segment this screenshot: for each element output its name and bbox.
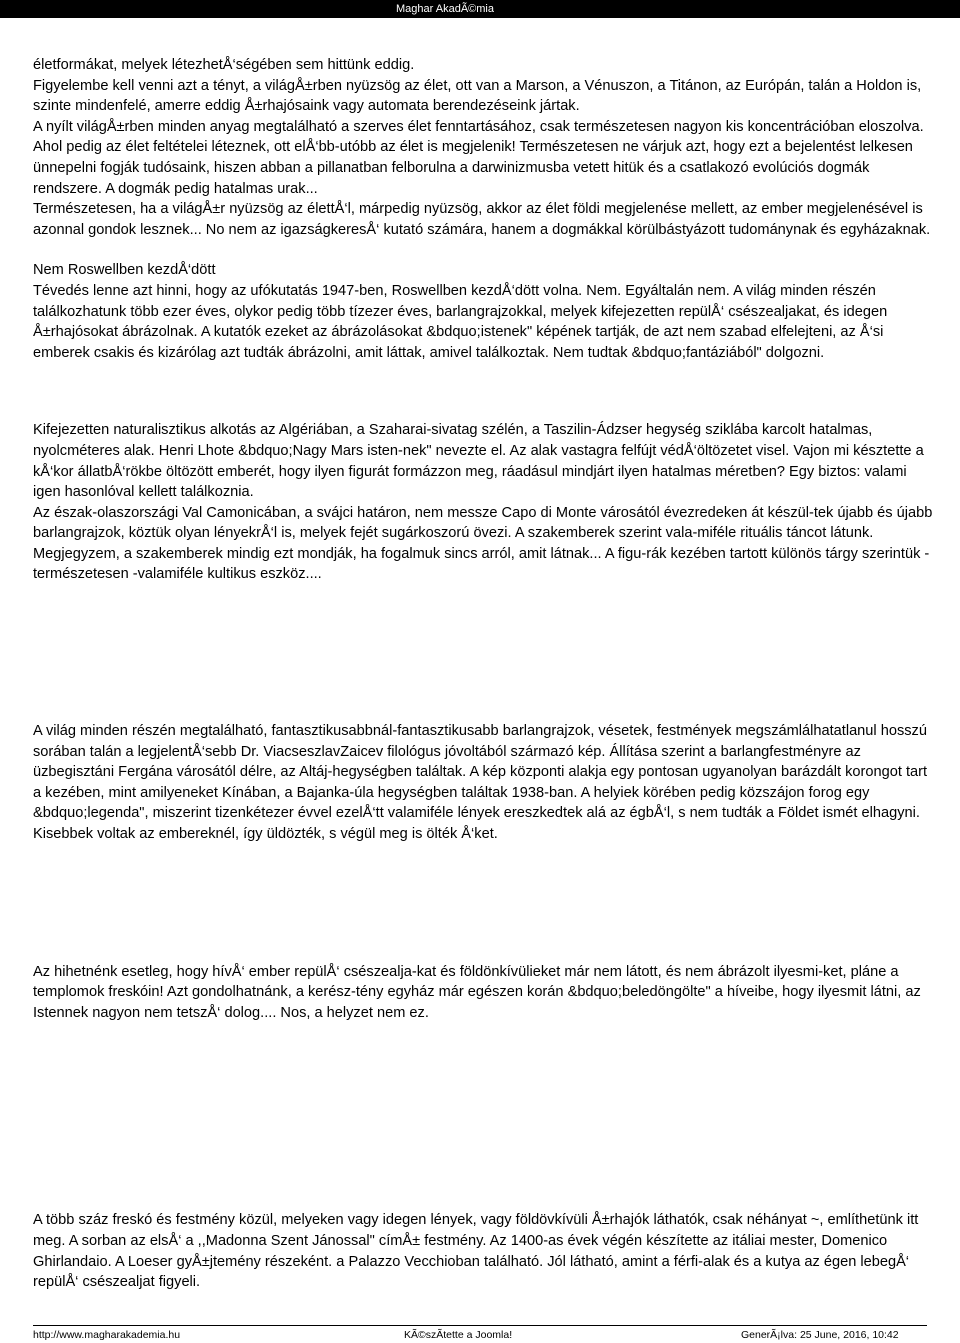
- paragraph: Természetesen, ha a világÅ±r nyüzsög az élettÅ‘l, márpedig nyüzsög, akkor az élet földi megjelenése mellett, az ember megjelenésével is azonnal gondok lesznek... No nem az igazságkeresÅ‘ kutató számára, hanem a dogmákkal körülbástyázott tudománynak és egyházaknak.: [33, 201, 931, 238]
- page-footer: [0, 1325, 960, 1341]
- paragraph: életformákat, melyek létezhetÅ‘ségében sem hittünk eddig.: [33, 57, 415, 73]
- spacer: [33, 845, 933, 962]
- article-body: [33, 55, 933, 1293]
- paragraph: A több száz freskó és festmény közül, melyeken vagy idegen lények, vagy földövkívüli Å±rhajók láthatók, csak néhányat ~, említhetünk itt meg. A sorban az elsÅ‘ a ,,Madonna Szent Jánossal" címÅ± festmény. Az 1400-as évek végén készítette az itáliai mester, Domenico Ghirlandaio. A Loeser gyÅ±jtemény részeként. a Palazzo Vecchioban található. Jól látható, amint a férfi-alak és a kutya az égen lebegÅ‘ repülÅ‘ csészealjat figyeli.: [33, 1212, 919, 1291]
- footer-credit: KÃ©szÃtette a Joomla!: [404, 1329, 513, 1341]
- spacer: [33, 585, 933, 721]
- page-header: [0, 0, 960, 18]
- paragraph: A világ minden részén megtalálható, fantasztikusabbnál-fantasztikusabb barlangrajzok, vésetek, festmények megszámlálhatatlanul hosszú sorában talán a legjelentÅ‘sebb Dr. ViacseszlavZaicev filológus jóvoltából származó kép. Állítása szerint a barlangfestményre az üzbegisztáni Fergána városától délre, az Altáj-hegységben találtak. A kép központi alakja egy pontosan ugyanolyan barázdált korongot tart a kezében, mint amilyeneket Kínában, a Bajanka-úla hegységben találtak 1938-ban. A helyiek körében pedig közszájon forog egy &bdquo;legenda", miszerint tizenkétezer évvel ezelÅ‘tt valamiféle lények ereszkedtek alá az égbÅ‘l, s nem tudták a Földet ismét elhagyni. Kisebbek voltak az embereknél, így üldözték, s végül meg is ölték Å‘ket.: [33, 723, 928, 843]
- site-name: Maghar AkadÃ©mia: [396, 3, 494, 15]
- footer-generated-date: GenerÃ¡lva: 25 June, 2016, 10:42: [741, 1329, 899, 1341]
- spacer: [33, 363, 933, 420]
- footer-url[interactable]: http://www.magharakademia.hu: [33, 1329, 181, 1341]
- paragraph: Kifejezetten naturalisztikus alkotás az Algériában, a Szaharai-sivatag szélén, a Taszilin-Ádzser hegység sziklába karcolt hatalmas, nyolcméteres alak. Henri Lhote &bdquo;Nagy Mars isten-nek" nevezte el. Az alak vastagra felfújt védÅ‘öltözetet visel. Vajon mi késztette a kÅ‘kor állatbÅ‘rökbe öltözött emberét, hogy ilyen figurát formázzon meg, ráadásul mindjárt ilyen hatalmas méretben? Egy biztos: valami igen hasonlóval kellett találkoznia.: [33, 422, 924, 501]
- paragraph: Az észak-olaszországi Val Camonicában, a svájci határon, nem messze Capo di Monte városától évezredeken át készül-tek újabb és újabb barlangrajzok, köztük olyan lényekrÅ‘l is, melyek fejét sugárkoszorú övezi. A szakemberek szerint vala-miféle rituális táncot látunk. Megjegyzem, a szakemberek mindig ezt mondják, ha fogalmuk sincs arról, amit látnak... A figu-rák kezében tartott különös tárgy szerintük - természetesen -valamiféle kultikus eszköz....: [33, 504, 933, 583]
- paragraph: Figyelembe kell venni azt a tényt, a világÅ±rben nyüzsög az élet, ott van a Marson, a Vénuszon, a Titánon, az Európán, talán a Holdon is, szinte mindenfelé, amerre eddig Å±rhajósaink vagy automata berendezéseink jártak.: [33, 77, 922, 115]
- section-heading: Nem Roswellben kezdÅ‘dött: [33, 262, 216, 279]
- paragraph: Ahol pedig az élet feltételei léteznek, ott elÅ‘bb-utóbb az élet is megjelenik! Természetesen ne várjuk azt, hogy ezt a bejelentést lelkesen ünnepelni fogják tudósaink, hiszen abban a pillanatban felborulna a darwinizmusba vetett hitük és a csatlakozó evolúciós dogmák rendszere. A dogmák pedig hatalmas urak...: [33, 139, 913, 197]
- paragraph: A nyílt világÅ±rben minden anyag megtalálható a szerves élet fenntartásához, csak természetesen nagyon kis koncentrációban eloszolva.: [33, 118, 924, 135]
- paragraph: Az hihetnénk esetleg, hogy hívÅ‘ ember repülÅ‘ csészealja-kat és földönkívülieket már nem látott, és nem ábrázolt ilyesmi-ket, pláne a templomok freskóin! Azt gondolhatnánk, a kerész-tény egyház már egészen korán &bdquo;beledöngölte" a híveibe, hogy ilyesmit látni, az Istennek nagyon nem tetszÅ‘ dolog.... Nos, a helyzet nem ez.: [33, 963, 921, 1021]
- spacer: [33, 1023, 933, 1210]
- paragraph: Tévedés lenne azt hinni, hogy az ufókutatás 1947-ben, Roswellben kezdÅ‘dött volna. Nem. Egyáltalán nem. A világ minden részén találkozhatunk több ezer éves, olykor pedig több tízezer éves, barlangrajzokkal, melyek kifejezetten repülÅ‘ csészealjakat, és idegen Å±rhajósokat ábrázolnak. A kutatók ezeket az ábrázolásokat &bdquo;istenek" képének tartják, de azt nem szabad elfelejteni, az Å‘si emberek csakis és kizárólag azt tudták ábrázolni, amit láttak, amivel találkoztak. Nem tudtak &bdquo;fantáziából" dolgozni.: [33, 282, 888, 361]
- spacer: [33, 240, 933, 260]
